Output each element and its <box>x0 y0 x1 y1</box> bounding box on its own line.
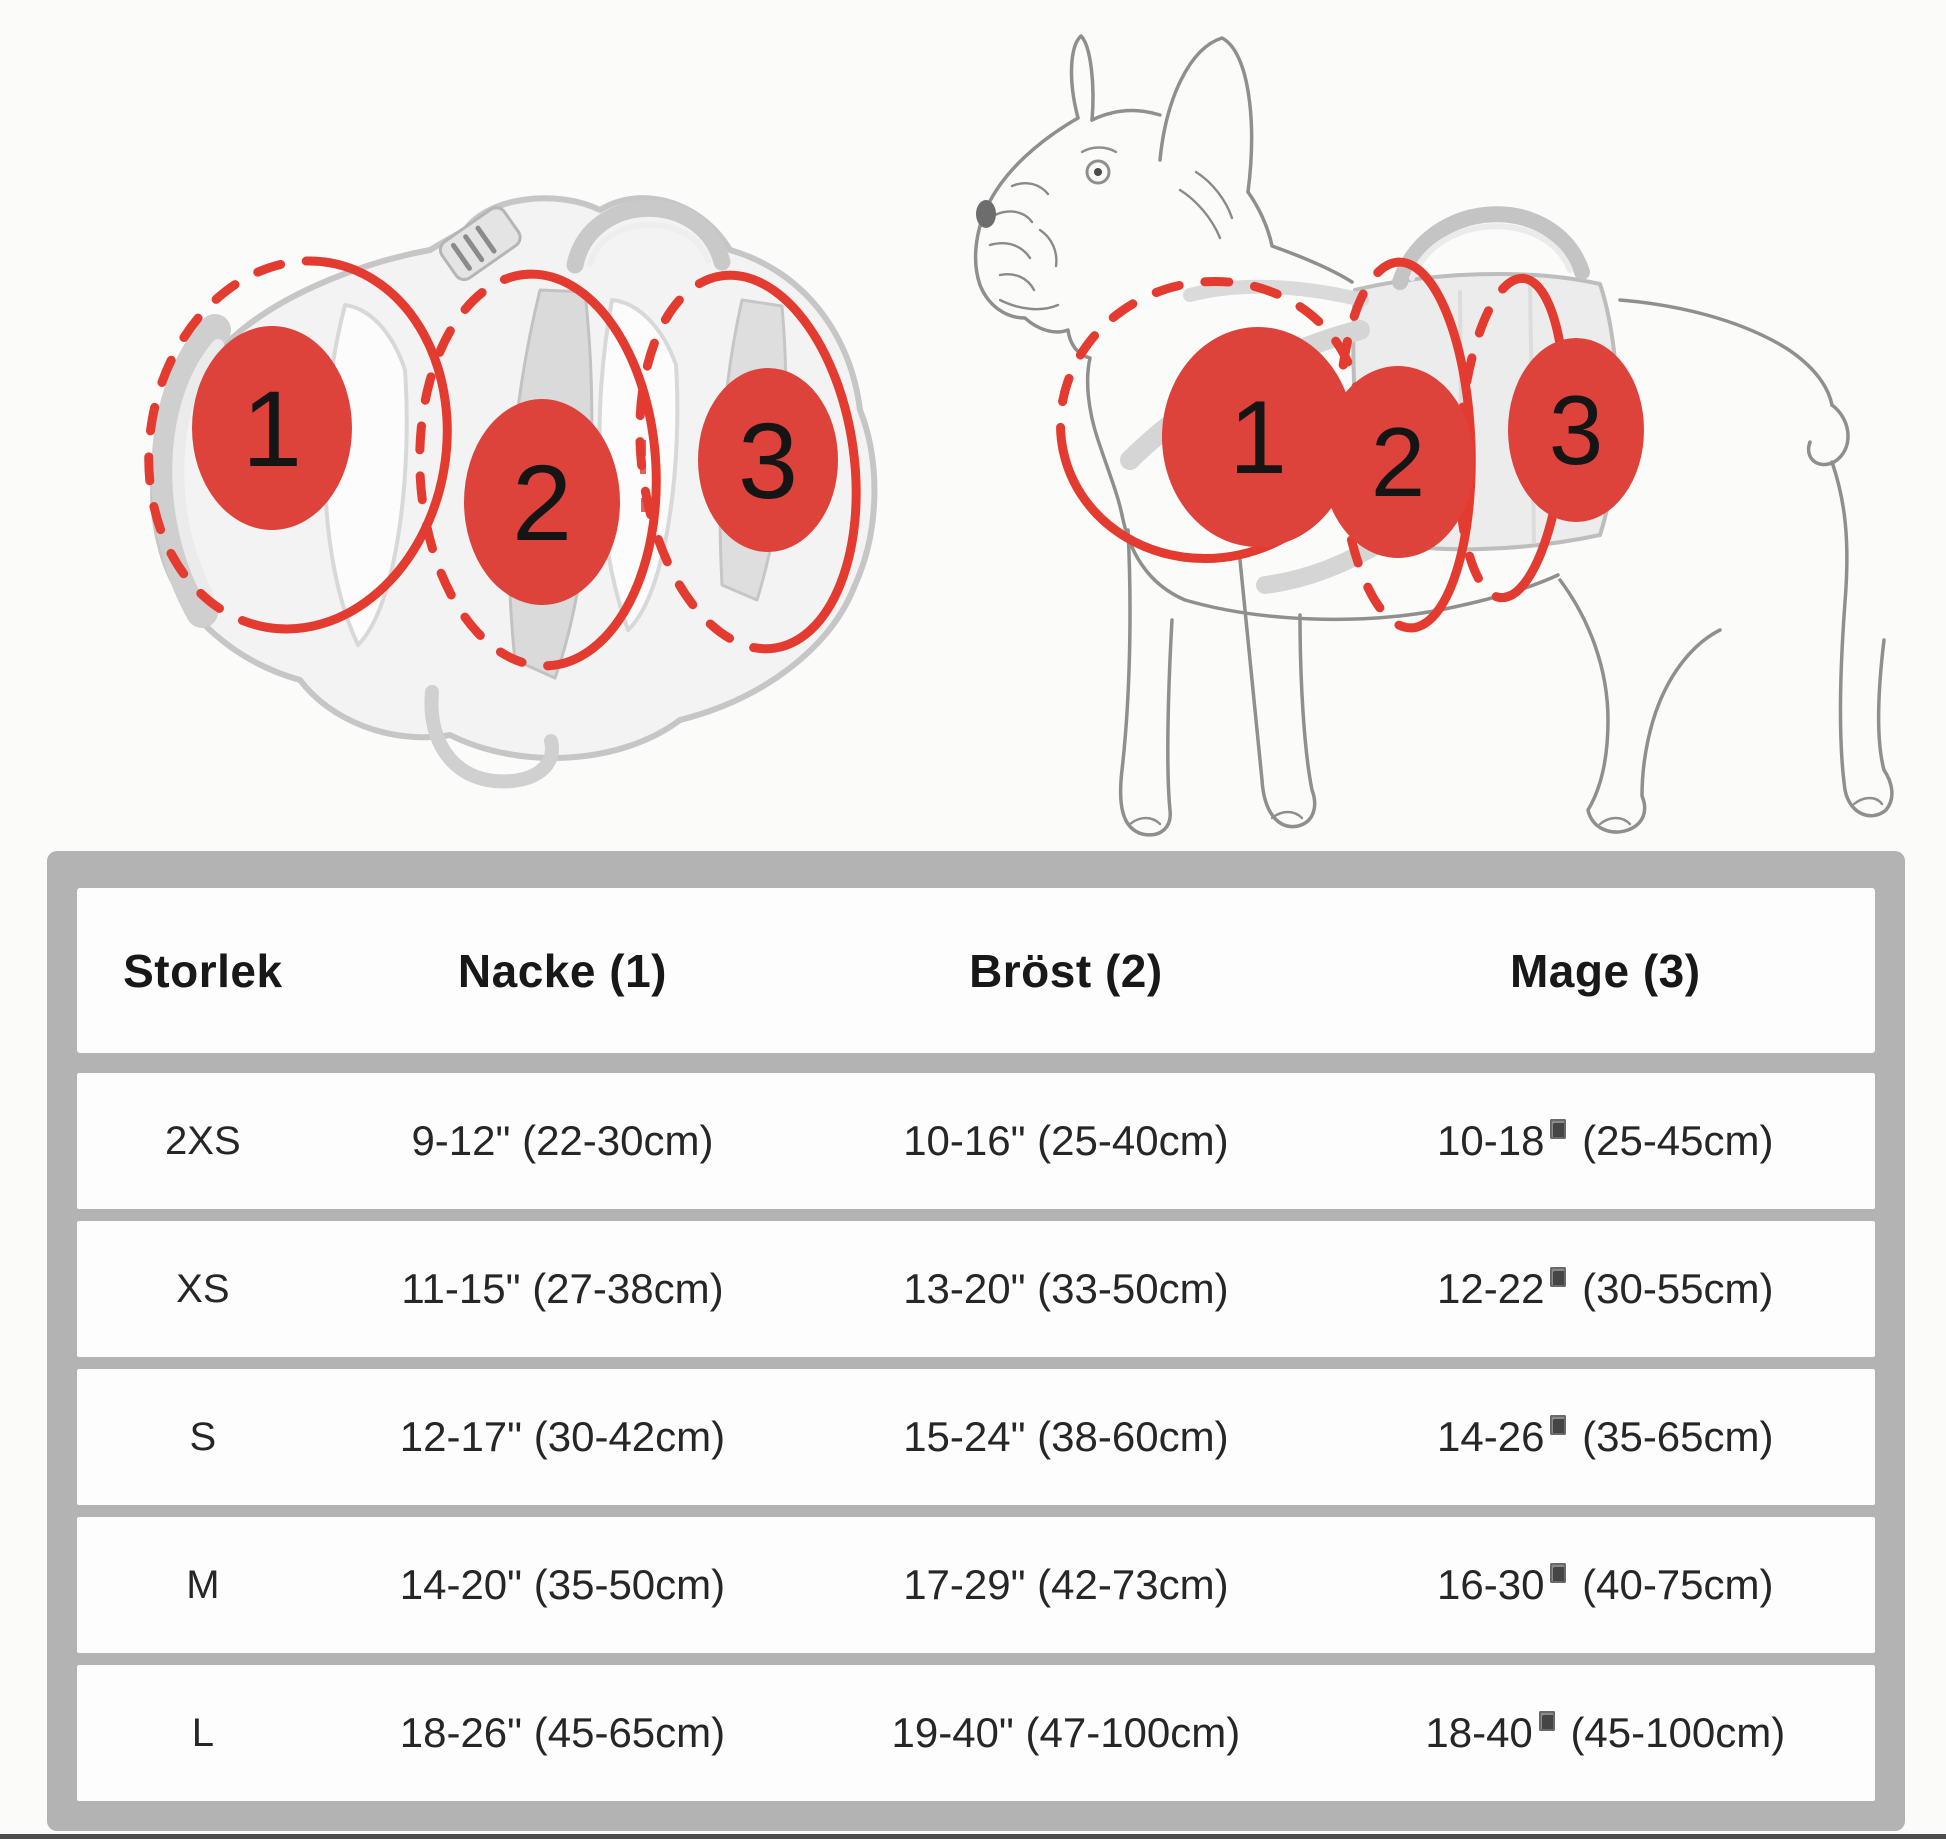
nacke-cell: 18-26" (45-65cm) <box>399 1709 726 1756</box>
mage-cell: 10-18 (25-45cm) <box>1437 1117 1774 1164</box>
brost-cell: 19-40" (47-100cm) <box>891 1709 1241 1756</box>
svg-text:3: 3 <box>737 400 799 521</box>
broken-inch-glyph <box>1550 1563 1566 1583</box>
nacke-cell: 12-17" (30-42cm) <box>399 1413 726 1460</box>
svg-text:2: 2 <box>511 442 573 563</box>
marker-1 <box>192 326 352 530</box>
broken-inch-glyph <box>1550 1119 1566 1139</box>
brost-cell: 15-24" (38-60cm) <box>903 1413 1229 1460</box>
nacke-cell: 9-12" (22-30cm) <box>411 1117 714 1164</box>
dog-marker-3 <box>1508 338 1644 522</box>
size-cell: S <box>189 1414 217 1459</box>
bottom-border-line <box>0 1834 1946 1839</box>
svg-text:1: 1 <box>1229 380 1287 496</box>
svg-text:2: 2 <box>1370 407 1426 517</box>
column-header-nacke: Nacke (1) <box>457 944 667 997</box>
table-row <box>77 1517 1875 1653</box>
table-row <box>77 1221 1875 1357</box>
mage-cell: 14-26 (35-65cm) <box>1437 1413 1774 1460</box>
size-cell: L <box>191 1710 214 1755</box>
svg-text:1: 1 <box>241 368 303 489</box>
column-header-storlek: Storlek <box>123 944 283 997</box>
mage-cell: 16-30 (40-75cm) <box>1437 1561 1774 1608</box>
size-cell: XS <box>176 1266 230 1311</box>
broken-inch-glyph <box>1539 1711 1555 1731</box>
table-row <box>77 1073 1875 1209</box>
mage-cell: 12-22 (30-55cm) <box>1437 1265 1774 1312</box>
broken-inch-glyph <box>1550 1267 1566 1287</box>
marker-2 <box>464 399 620 605</box>
svg-text:3: 3 <box>1548 375 1604 485</box>
broken-inch-glyph <box>1550 1415 1566 1435</box>
size-cell: 2XS <box>165 1118 241 1163</box>
brost-cell: 10-16" (25-40cm) <box>903 1117 1229 1164</box>
nacke-cell: 11-15" (27-38cm) <box>401 1265 724 1312</box>
measurement-sketch-svg <box>0 0 1946 853</box>
size-table <box>47 851 1905 1831</box>
dog-marker-2 <box>1322 366 1474 558</box>
brost-cell: 13-20" (33-50cm) <box>903 1265 1229 1312</box>
mage-cell: 18-40 (45-100cm) <box>1425 1709 1786 1756</box>
column-header-brost: Bröst (2) <box>969 944 1163 997</box>
table-row <box>77 1665 1875 1801</box>
brost-cell: 17-29" (42-73cm) <box>903 1561 1229 1608</box>
table-row <box>77 1369 1875 1505</box>
column-header-mage: Mage (3) <box>1509 944 1701 997</box>
nacke-cell: 14-20" (35-50cm) <box>399 1561 726 1608</box>
measurement-illustration <box>0 0 1946 853</box>
table-header-row <box>77 888 1875 1053</box>
marker-3 <box>698 368 838 552</box>
size-cell: M <box>186 1562 220 1607</box>
